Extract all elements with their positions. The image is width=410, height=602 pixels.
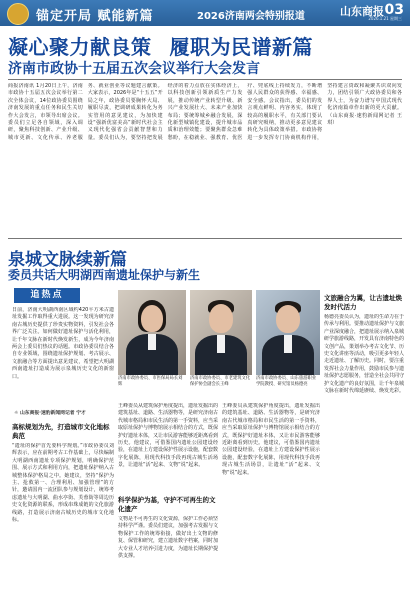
lead-body-text: 商报济南讯 1月20日上午，济南市政协十五届五次会议举行第二次全体会议，14位政协委员围绕济南发展的重点任务和民生关切作大会发言，市领导出席会议。委员们立足各自领域，深入调研，聚焦科技创新、产业升级、城市更新、文化传承、养老服务、就业创业等议题建言献策。大家表示，2026年是“十五五”开局之年，政协委员要胸怀大局、履职尽责，把调研成果转化为务实管用的意见建议，为加快建设“强新优富美高”新时代社会主义现代化强省会贡献智慧和力量。委员们认为，要坚持把发展经济的着力点放在实体经济上，以科技创新引领新质生产力发展，推动传统产业转型升级、新兴产业发展壮大、未来产业加快布局；要统筹城乡融合发展，深化新型城镇化建设，提升城市品质和治理效能；要聚焦群众急难愁盼，在稳就业、强教育、优医疗、兜底线上持续发力，不断增强人民群众的获得感、幸福感、安全感。会议指出，委员们的发言观点鲜明、内容务实，体现了较高的履职水平，有关部门要认真研究吸纳，推动更多意见建议转化为具体政策举措。市政协将进一步发挥专门协商机构作用，坚持建言资政和凝聚共识双向发力，团结引领广大政协委员和各界人士，为奋力谱写中国式现代化济南篇章作出新的更大贡献。: [8, 83, 402, 141]
masthead-title: 2026济南两会特别报道: [197, 11, 305, 22]
lead-reporter-credit: （山东商报·速豹新闻网记者 王琪）: [327, 112, 402, 127]
camera-icon: ☼: [14, 411, 19, 416]
intro-column: 日前，济南大明湖西南区域约420平方米古遗址发掘工作取得重大进展。这一发现为研究济南古城历史提供了珍贵实物资料，引发社会各界广泛关注。如何做好遗址保护与活化利用，让千年文脉在新时代焕发新生，成为今年济南两会上委员们热议的话题。市政协委员结合各自专业领域，围绕遗址保护规划、考古展示、文旅融合等方面提出意见建议，希望把大明湖西南遗址打造成为展示泉城历史文化的新窗口。: [12, 307, 114, 380]
photo-member-3: [256, 290, 320, 375]
second-subheadline: 委员共话大明湖西南遗址保护与新生: [8, 268, 201, 282]
column-center-right: 王峰委员从建筑保护角度提出，遗址发掘出的建筑基址、道路、生活器物等，是研究济南古代城市格局和市民生活的第一手资料，应当采取原址保护与博物馆展示相结合的方式，既保护好遗址本体，又让市民游客能够近距离看到历史。他建议，可借鉴国内遗址公园建设经验，在遗址上方建设保护性展示设施，配套数字化展陈，用现代科技手段再现古城生活场景，让遗址“活”起来、文物“说”起来。: [222, 403, 320, 476]
lead-headline-part1: 凝心聚力献良策: [8, 35, 152, 59]
lead-headline: [8, 31, 408, 60]
section-kicker-badge: 追热点: [14, 288, 80, 303]
lead-body: [8, 83, 402, 235]
column-mid-upper: 王峰委员从建筑保护角度提出，遗址发掘出的建筑基址、道路、生活器物等，是研究济南古代城市格局和市民生活的第一手资料，应当采取原址保护与博物馆展示相结合的方式，既保护好遗址本体，又让市民游客能够近距离看到历史。他建议，可借鉴国内遗址公园建设经验，在遗址上方建设保护性展示设施，配套数字化展陈，用现代科技手段再现古城生活场景，让遗址“活”起来、文物“说”起来。: [118, 403, 218, 469]
subhead-tourism: 文旅融合为翼，让古遗址焕发时代活力: [324, 294, 402, 311]
masthead-slogan: 锚定开局 赋能新篇: [36, 9, 154, 24]
divider: [8, 238, 402, 239]
cppcc-emblem-icon: [7, 3, 29, 25]
column-left: “遗址的保护首先要科学规划。”市政协委员刘辉表示，应在前期考古工作基础上，尽快编制大明湖西南遗址专项保护规划，明确保护范围、展示方式和利用方向，把遗址保护纳入古城整体保护格局之中。她建议，坚持“保护为主、抢救第一、合理利用、加强管理”的方针，邀请国内一流团队参与规划设计，统筹考虑遗址与大明湖、曲水亭街、芙蓉街等周边历史文化资源的联系，形成串珠成链的文化旅游线路，打造展示济南古城历史的城市文化地标。: [12, 443, 114, 524]
lead-headline-part2: 履职为民谱新篇: [169, 35, 313, 59]
second-headline: 泉城文脉续新篇: [8, 250, 127, 270]
photo-caption-3: 济南市政协委员、山东旅游职业学院教授、研究馆员杨德亮: [256, 376, 317, 387]
lead-subheadline: 济南市政协十五届五次会议举行大会发言: [8, 61, 260, 77]
subhead-planning: 高标规划为先，打造城市文化地标典范: [12, 423, 110, 440]
photo-caption-1: 济南市政协委员、市医保局局长刘辉: [118, 376, 183, 387]
page-number: 03: [384, 2, 404, 18]
date-line: 2026.1.21 星期三: [368, 16, 402, 21]
masthead-banner: [0, 0, 410, 26]
newspaper-name: 山东商报: [340, 5, 384, 18]
column-mid-lower: 文物是不可再生的文化资源，保护工作必须坚持科学严谨。委员们建议，加强考古发掘与文物保护工作的统筹衔接，做好出土文物的修复、保管和研究，建立遗址数字档案，同时加大专业人才培养引进力度，为遗址长期保护提供支撑。: [118, 516, 218, 560]
photo-credit: ☼ 山东商报·速豹新闻网记者 宁才: [14, 411, 86, 416]
column-right: 杨德亮委员认为，遗址的生命力在于传承与利用。要推动遗址保护与文旅产业深度融合，把遗址展示纳入泉城研学旅游线路，开发具有济南特色的文创产品，策划举办考古文化节、历史文化讲座等活动，吸引更多年轻人走近遗址、了解历史。同时，要注重发挥社会力量作用，鼓励市民参与遗址保护志愿服务，营造全社会共同守护文化遗产的良好氛围，让千年泉城文脉在新时代绵延赓续、焕发光彩。: [324, 314, 404, 395]
subhead-protection: 科学保护为基，守护不可再生的文化遗产: [118, 496, 216, 513]
photo-caption-2: 济南市政协委员、市老建筑文化保护协会副会长王峰: [190, 376, 251, 387]
divider: [8, 79, 402, 80]
photo-member-1: [118, 290, 186, 375]
photo-member-2: [190, 290, 252, 375]
